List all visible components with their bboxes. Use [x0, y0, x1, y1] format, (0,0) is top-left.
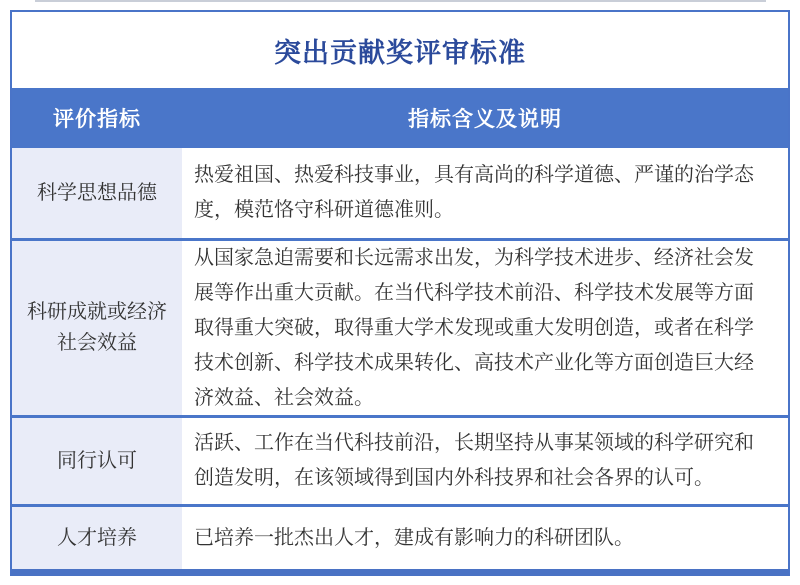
column-header-description: 指标含义及说明 — [408, 108, 562, 131]
table-row — [12, 507, 788, 569]
indicator-cell: 人才培养 — [12, 507, 182, 569]
table-title-row — [12, 12, 788, 88]
description-cell — [182, 507, 788, 569]
table-row — [12, 418, 788, 504]
indicator-cell: 同行认可 — [12, 418, 182, 504]
criteria-table — [10, 10, 790, 576]
description-cell — [182, 148, 788, 238]
description-cell — [182, 241, 788, 415]
page-title: 突出贡献奖评审标准 — [274, 37, 526, 68]
description-text: 从国家急迫需要和长远需求出发，为科学技术进步、经济社会发展等作出重大贡献。在当代科学技术前沿、科学技术发展等方面取得重大突破，取得重大学术发现或重大发明创造，或者在科学技术创新、科学技术成果转化、高技术产业化等方面创造巨大经济效益、社会效益。 — [194, 246, 754, 409]
table-row — [12, 241, 788, 415]
description-text: 已培养一批杰出人才，建成有影响力的科研团队。 — [194, 526, 634, 549]
table-row — [12, 148, 788, 238]
column-header-indicator: 评价指标 — [53, 108, 141, 131]
top-hairline — [35, 0, 766, 2]
indicator-cell: 科研成就或经济社会效益 — [12, 241, 182, 415]
description-cell — [182, 418, 788, 504]
description-text: 热爱祖国、热爱科技事业，具有高尚的科学道德、严谨的治学态度，模范恪守科研道德准则。 — [194, 164, 754, 221]
description-text: 活跃、工作在当代科技前沿，长期坚持从事某领域的科学研究和创造发明，在该领域得到国内外科技界和社会各界的认可。 — [194, 432, 754, 489]
table-header-row — [12, 88, 788, 148]
indicator-cell: 科学思想品德 — [12, 148, 182, 238]
